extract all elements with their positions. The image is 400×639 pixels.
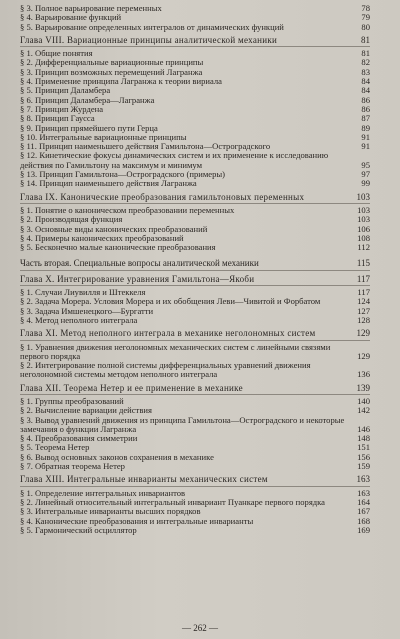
toc-section-row[interactable] xyxy=(20,307,370,316)
toc-entry-title: Глава X. Интегрирование уравнения Гамильтона—Якоби xyxy=(20,274,255,284)
toc-section-row[interactable] xyxy=(20,343,370,362)
toc-entry-page: 167 xyxy=(357,506,370,517)
toc-entry-page: 159 xyxy=(357,461,370,472)
toc-section-row[interactable] xyxy=(20,86,370,95)
toc-part-row[interactable] xyxy=(20,259,370,268)
toc-chapter-row[interactable] xyxy=(20,193,370,202)
toc-section-row[interactable] xyxy=(20,517,370,526)
toc-section-row[interactable] xyxy=(20,297,370,306)
toc-entry-page: 91 xyxy=(361,131,370,142)
toc-entry-page: 82 xyxy=(361,57,370,68)
toc-entry-page: 136 xyxy=(357,369,370,380)
toc-section-row[interactable] xyxy=(20,142,370,151)
toc-chapter-row[interactable] xyxy=(20,475,370,484)
toc-entry-page: 81 xyxy=(361,48,370,59)
toc-entry-page: 117 xyxy=(357,287,370,298)
divider xyxy=(20,486,370,487)
toc-entry-title: Часть вторая. Специальные вопросы аналитической механики xyxy=(20,259,259,269)
toc-entry-title: § 3. Вывод уравнений движения из принципа Гамильтона—Остроградского и некоторые замечания о функции Лагранжа xyxy=(20,415,345,434)
divider xyxy=(20,46,370,47)
toc-entry-page: 87 xyxy=(361,113,370,124)
toc-section-row[interactable] xyxy=(20,416,370,435)
toc-section-row[interactable] xyxy=(20,234,370,243)
toc-entry-title: § 2. Линейный относительный интегральный инвариант Пуанкаре первого порядка xyxy=(20,497,325,507)
divider xyxy=(20,340,370,341)
toc-entry-title: § 5. Теорема Нетер xyxy=(20,443,90,453)
toc-entry-page: 99 xyxy=(361,178,370,189)
divider xyxy=(20,203,370,204)
toc-entry-page: 124 xyxy=(357,296,370,307)
toc-entry-page: 79 xyxy=(361,12,370,23)
toc-entry-title: § 4. Канонические преобразования и интегральные инварианты xyxy=(20,516,254,526)
toc-entry-title: § 2. Производящая функция xyxy=(20,215,123,225)
divider xyxy=(20,270,370,271)
toc-entry-page: 164 xyxy=(357,496,370,507)
toc-entry-page: 128 xyxy=(357,314,370,325)
toc-section-row[interactable] xyxy=(20,49,370,58)
toc-entry-title: § 6. Принцип Даламбера—Лагранжа xyxy=(20,95,155,105)
toc-section-row[interactable] xyxy=(20,58,370,67)
toc-section-row[interactable] xyxy=(20,77,370,86)
toc-entry-page: 97 xyxy=(361,169,370,180)
toc-entry-page: 81 xyxy=(361,34,370,45)
toc-section-row[interactable] xyxy=(20,23,370,32)
toc-entry-title: § 7. Обратная теорема Нетер xyxy=(20,462,125,472)
toc-section-row[interactable] xyxy=(20,288,370,297)
toc-entry-page: 108 xyxy=(357,232,370,243)
toc-entry-title: Глава XI. Метод неполного интеграла в механике неголономных систем xyxy=(20,329,316,339)
toc-chapter-row[interactable] xyxy=(20,329,370,338)
toc-entry-title: § 10. Интегральные вариационные принципы xyxy=(20,132,187,142)
toc-entry-page: 112 xyxy=(357,242,370,253)
toc-section-row[interactable] xyxy=(20,105,370,114)
toc-entry-title: § 2. Дифференциальные вариационные принципы xyxy=(20,58,204,68)
toc-entry-title: § 13. Принцип Гамильтона—Остроградского (примеры) xyxy=(20,170,226,180)
toc-section-row[interactable] xyxy=(20,443,370,452)
toc-entry-page: 115 xyxy=(356,258,370,269)
toc-entry-page: 95 xyxy=(361,159,370,170)
toc-entry-page: 156 xyxy=(357,451,370,462)
toc-entry-title: § 6. Вывод основных законов сохранения в механике xyxy=(20,452,214,462)
toc-entry-title: § 1. Группы преобразований xyxy=(20,396,124,406)
toc-section-row[interactable] xyxy=(20,151,370,170)
toc-entry-page: 86 xyxy=(361,94,370,105)
toc-entry-page: 103 xyxy=(357,214,370,225)
table-of-contents xyxy=(20,4,370,535)
toc-chapter-row[interactable] xyxy=(20,275,370,284)
toc-entry-title: § 2. Вычисление вариации действия xyxy=(20,406,152,416)
toc-entry-title: § 14. Принцип наименьшего действия Лагранжа xyxy=(20,179,197,189)
toc-entry-title: § 1. Общие понятия xyxy=(20,49,93,59)
toc-entry-title: § 4. Примеры канонических преобразований xyxy=(20,233,184,243)
toc-entry-title: § 11. Принцип наименьшего действия Гамильтона—Остроградского xyxy=(20,142,271,152)
toc-section-row[interactable] xyxy=(20,225,370,234)
toc-entry-title: Глава XII. Теорема Нетер и ее применение в механике xyxy=(20,383,243,393)
toc-section-row[interactable] xyxy=(20,316,370,325)
toc-entry-title: § 3. Принцип возможных перемещений Лагранжа xyxy=(20,67,203,77)
toc-entry-page: 148 xyxy=(357,433,370,444)
toc-section-row[interactable] xyxy=(20,96,370,105)
toc-entry-page: 127 xyxy=(357,305,370,316)
toc-entry-page: 163 xyxy=(356,474,370,485)
toc-entry-page: 83 xyxy=(361,66,370,77)
toc-section-row[interactable] xyxy=(20,13,370,22)
toc-chapter-row[interactable] xyxy=(20,384,370,393)
toc-section-row[interactable] xyxy=(20,133,370,142)
toc-entry-page: 140 xyxy=(357,395,370,406)
toc-entry-title: § 7. Принцип Журдена xyxy=(20,104,104,114)
toc-entry-title: Глава XIII. Интегральные инварианты механических систем xyxy=(20,475,268,485)
toc-entry-title: § 1. Уравнения движения неголономных механических систем с линейными связями первого порядка xyxy=(20,342,331,361)
toc-section-row[interactable] xyxy=(20,114,370,123)
toc-entry-title: § 9. Принцип прямейшего пути Герца xyxy=(20,123,158,133)
toc-section-row[interactable] xyxy=(20,243,370,252)
toc-entry-page: 84 xyxy=(361,76,370,87)
toc-entry-title: § 1. Случаи Лиувилля и Штеккеля xyxy=(20,288,146,298)
toc-entry-page: 78 xyxy=(361,3,370,13)
toc-entry-page: 151 xyxy=(357,442,370,453)
toc-section-row[interactable] xyxy=(20,4,370,13)
toc-entry-title: § 12. Кинетические фокусы динамических систем и их применение к исследованию действия по Гамильтону на максимум и минимум xyxy=(20,151,329,170)
divider xyxy=(20,394,370,395)
toc-section-row[interactable] xyxy=(20,489,370,498)
toc-entry-title: § 3. Интегральные инварианты высших порядков xyxy=(20,507,201,517)
toc-entry-page: 168 xyxy=(357,515,370,526)
toc-entry-page: 139 xyxy=(356,382,370,393)
toc-section-row[interactable] xyxy=(20,215,370,224)
toc-section-row[interactable] xyxy=(20,124,370,133)
toc-entry-title: § 2. Интегрирование полной системы дифференциальных уравнений движения неголономной системы методом неполного интеграла xyxy=(20,361,311,380)
toc-entry-title: § 4. Варьирование функций xyxy=(20,13,122,23)
toc-section-row[interactable] xyxy=(20,68,370,77)
toc-entry-title: § 4. Преобразования симметрии xyxy=(20,434,138,444)
toc-entry-page: 91 xyxy=(361,141,370,152)
toc-entry-title: § 5. Принцип Даламбера xyxy=(20,86,111,96)
toc-entry-title: § 4. Метод неполного интеграла xyxy=(20,315,138,325)
toc-entry-page: 103 xyxy=(357,204,370,215)
toc-entry-page: 146 xyxy=(357,423,370,434)
toc-chapter-row[interactable] xyxy=(20,36,370,45)
toc-entry-title: § 1. Понятие о каноническом преобразовании переменных xyxy=(20,205,235,215)
toc-section-row[interactable] xyxy=(20,361,370,380)
toc-section-row[interactable] xyxy=(20,498,370,507)
toc-entry-page: 163 xyxy=(357,487,370,498)
toc-section-row[interactable] xyxy=(20,397,370,406)
toc-entry-title: § 5. Бесконечно малые канонические преобразования xyxy=(20,243,216,253)
toc-entry-title: § 8. Принцип Гаусса xyxy=(20,114,95,124)
toc-entry-page: 86 xyxy=(361,103,370,114)
toc-section-row[interactable] xyxy=(20,507,370,516)
toc-section-row[interactable] xyxy=(20,170,370,179)
toc-entry-title: § 2. Задача Морера. Условия Морера и их обобщения Леви—Чивитой и Форбатом xyxy=(20,297,321,307)
toc-entry-page: 103 xyxy=(356,191,370,202)
toc-entry-page: 129 xyxy=(356,328,370,339)
toc-section-row[interactable] xyxy=(20,406,370,415)
toc-entry-title: Глава IX. Канонические преобразования гамильтоновых переменных xyxy=(20,192,305,202)
toc-entry-page: 80 xyxy=(361,21,370,32)
divider xyxy=(20,285,370,286)
toc-entry-title: Глава VIII. Вариационные принципы аналитической механики xyxy=(20,35,278,45)
toc-section-row[interactable] xyxy=(20,434,370,443)
toc-entry-title: § 5. Варьирование определенных интегралов от динамических функций xyxy=(20,22,284,32)
toc-entry-title: § 4. Применение принципа Лагранжа к теории вириала xyxy=(20,77,222,87)
toc-entry-page: 106 xyxy=(357,223,370,234)
toc-entry-title: § 3. Основные виды канонических преобразований xyxy=(20,224,208,234)
toc-entry-title: § 5. Гармонический осциллятор xyxy=(20,525,137,535)
toc-entry-page: 117 xyxy=(356,273,370,284)
toc-entry-page: 129 xyxy=(357,350,370,361)
toc-section-row[interactable] xyxy=(20,526,370,535)
toc-entry-title: § 3. Задача Имшенецкого—Бургатти xyxy=(20,306,154,316)
toc-entry-page: 142 xyxy=(357,405,370,416)
toc-entry-page: 169 xyxy=(357,524,370,535)
toc-entry-page: 89 xyxy=(361,122,370,133)
toc-entry-title: § 3. Полное варьирование переменных xyxy=(20,4,162,13)
page-number-footer: — 262 — xyxy=(182,623,218,633)
toc-section-row[interactable] xyxy=(20,206,370,215)
toc-section-row[interactable] xyxy=(20,179,370,188)
toc-entry-title: § 1. Определение интегральных инвариантов xyxy=(20,488,186,498)
toc-section-row[interactable] xyxy=(20,462,370,471)
toc-entry-page: 84 xyxy=(361,85,370,96)
toc-section-row[interactable] xyxy=(20,453,370,462)
